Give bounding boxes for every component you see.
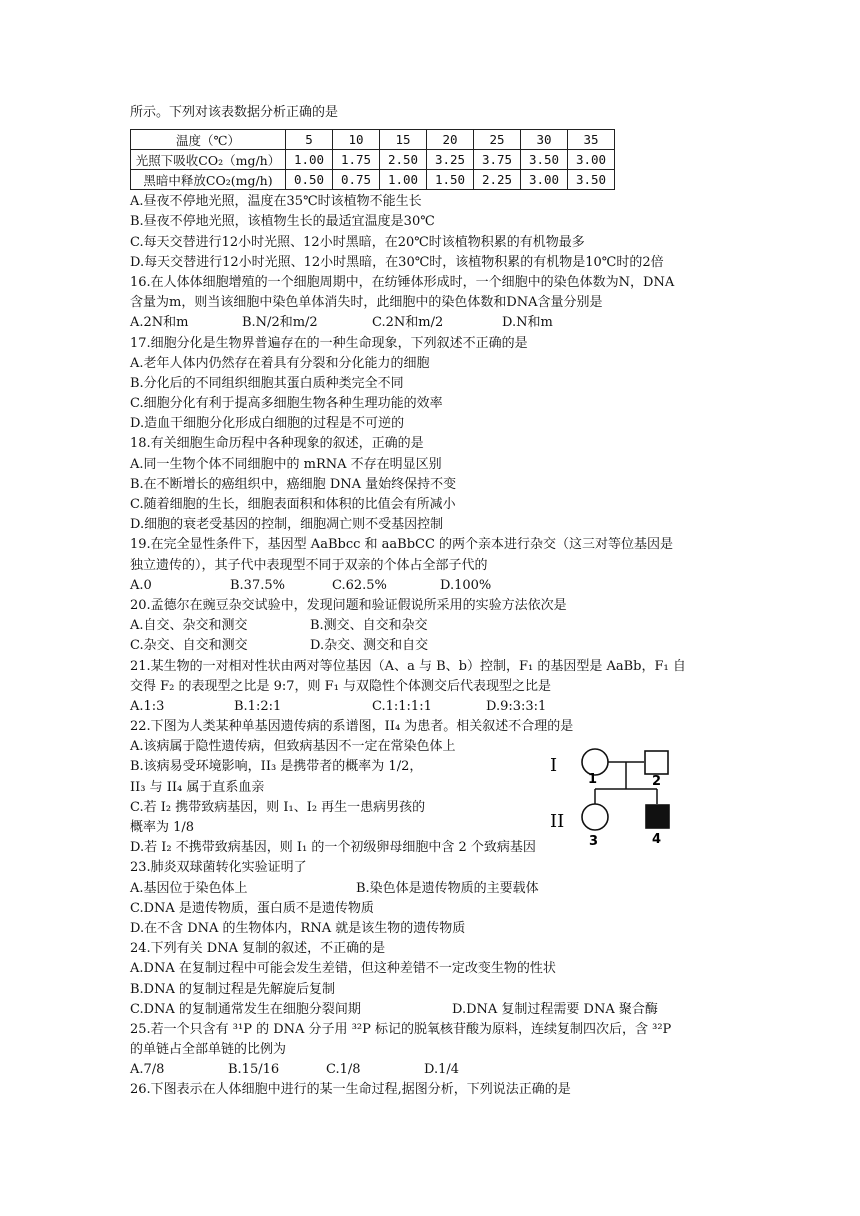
option-a: A.2N和m [130,315,189,331]
table-cell: 20 [427,130,474,150]
option-a: A.1:3 [130,698,165,714]
option-c: C.1:1:1:1 [372,698,432,714]
question-17-stem: 17.细胞分化是生物界普遍存在的一种生命现象，下列叙述不正确的是 [130,335,528,351]
option-d: D.每天交替进行12小时光照、12小时黑暗，在30℃时，该植物积累的有机物是10℃时的2倍 [130,254,664,270]
question-16-stem: 16.在人体体细胞增殖的一个细胞周期中，在纺锤体形成时，一个细胞中的染色体数为N，DNA [130,274,675,290]
generation-label-2: II [550,811,565,832]
option-a: A.0 [130,577,152,593]
individual-number-2: 2 [652,774,662,789]
table-cell: 15 [380,130,427,150]
option-b: B.1:2:1 [234,698,282,714]
option-c: C.若 I₂ 携带致病基因，则 I₁、I₂ 再生一患病男孩的 [130,799,426,815]
option-d: D.DNA 复制过程需要 DNA 聚合酶 [452,1001,658,1017]
option-c: C.杂交、自交和测交 [130,638,248,654]
option-c: C.DNA 是遗传物质，蛋白质不是遗传物质 [130,900,374,916]
table-cell: 2.50 [380,150,427,170]
generation-label-1: I [550,755,558,776]
table-cell: 0.50 [286,170,333,190]
table-cell: 2.25 [474,170,521,190]
question-20-options-ab [130,616,740,636]
question-21-stem: 21.某生物的一对相对性状由两对等位基因（A、a 与 B、b）控制，F₁ 的基因型是 AaBb，F₁ 自 [130,658,686,674]
table-cell: 3.50 [521,150,568,170]
question-22-stem: 22.下图为人类某种单基因遗传病的系谱图，II₄ 为患者。相关叙述不合理的是 [130,719,574,735]
option-d: D.杂交、测交和自交 [310,638,429,654]
table-cell: 3.75 [474,150,521,170]
question-23-options-ab [130,879,740,899]
table-cell: 30 [521,130,568,150]
table-row [131,150,615,170]
question-20-options-cd [130,636,740,656]
individual-number-1: 1 [588,772,598,787]
question-19-options [130,576,740,596]
individual-number-3: 3 [589,834,599,849]
table-cell: 35 [568,130,615,150]
option-b: B.N/2和m/2 [242,315,318,331]
question-25-stem-cont: 的单链占全部单链的比例为 [130,1042,287,1058]
table-cell: 1.00 [286,150,333,170]
row-label: 光照下吸收CO₂（mg/h） [131,150,286,170]
pedigree-chart [548,745,678,855]
question-15-intro: 所示。下列对该表数据分析正确的是 [130,105,339,120]
question-25-options [130,1060,740,1080]
table-header-row [131,130,615,150]
option-d: D.100% [440,577,492,593]
table-header-label: 温度（℃） [131,130,286,150]
question-23-stem: 23.肺炎双球菌转化实验证明了 [130,860,307,876]
option-d: D.1/4 [424,1062,460,1078]
option-c: C.62.5% [332,577,387,593]
option-b: B.15/16 [228,1062,280,1078]
option-c: C.每天交替进行12小时光照、12小时黑暗，在20℃时该植物积累的有机物最多 [130,234,585,250]
table-cell: 1.00 [380,170,427,190]
co2-data-table [130,129,615,190]
option-a: A.DNA 在复制过程中可能会发生差错，但这种差错不一定改变生物的性状 [130,961,556,977]
table-row [131,170,615,190]
option-a: A.该病属于隐性遗传病，但致病基因不一定在常染色体上 [130,739,456,755]
row-label: 黑暗中释放CO₂(mg/h) [131,170,286,190]
option-b: B.染色体是遗传物质的主要载体 [356,880,539,896]
option-a: A.自交、杂交和测交 [130,618,248,634]
question-page [130,103,740,1101]
option-a: A.老年人体内仍然存在着具有分裂和分化能力的细胞 [130,355,430,371]
question-16-options [130,313,740,333]
option-c: C.DNA 的复制通常发生在细胞分裂间期 [130,1001,361,1017]
question-24-options-cd [130,1000,740,1020]
question-16-stem-cont: 含量为m，则当该细胞中染色单体消失时，此细胞中的染色体数和DNA含量分别是 [130,295,603,311]
option-b: B.分化后的不同组织细胞其蛋白质种类完全不同 [130,375,404,391]
option-b-cont: II₃ 与 II₄ 属于直系血亲 [130,779,265,795]
option-b: B.测交、自交和杂交 [310,618,428,634]
male-affected-II4 [646,805,669,828]
table-cell: 1.75 [333,150,380,170]
option-a: A.同一生物个体不同细胞中的 mRNA 不存在明显区别 [130,456,442,472]
option-c: C.随着细胞的生长，细胞表面积和体积的比值会有所减小 [130,497,456,512]
option-c: C.细胞分化有利于提高多细胞生物各种生理功能的效率 [130,396,443,412]
female-unaffected-II3 [582,804,608,830]
option-d: D.造血干细胞分化形成白细胞的过程是不可逆的 [130,416,405,432]
option-a: A.昼夜不停地光照，温度在35℃时该植物不能生长 [130,194,422,210]
table-cell: 10 [333,130,380,150]
option-d: D.9:3:3:1 [486,698,547,714]
table-cell: 0.75 [333,170,380,190]
individual-number-4: 4 [652,832,662,847]
male-unaffected-I2 [645,751,668,774]
option-a: A.基因位于染色体上 [130,880,248,896]
table-cell: 3.00 [568,150,615,170]
table-cell: 25 [474,130,521,150]
option-d: D.细胞的衰老受基因的控制，细胞凋亡则不受基因控制 [130,517,444,533]
question-21-options [130,697,740,717]
option-c: C.2N和m/2 [372,315,444,331]
option-d: D.若 I₂ 不携带致病基因，则 I₁ 的一个初级卵母细胞中含 2 个致病基因 [130,840,536,856]
option-d: D.N和m [502,315,553,331]
option-b: B.37.5% [230,577,285,593]
question-24-stem: 24.下列有关 DNA 复制的叙述，不正确的是 [130,941,386,957]
question-26-stem: 26.下图表示在人体细胞中进行的某一生命过程,据图分析，下列说法正确的是 [130,1082,571,1098]
question-25-stem: 25.若一个只含有 ³¹P 的 DNA 分子用 ³²P 标记的脱氧核苷酸为原料，连续复制四次后，含 ³²P [130,1021,672,1037]
option-a: A.7/8 [130,1062,165,1078]
option-b: B.昼夜不停地光照，该植物生长的最适宜温度是30℃ [130,214,435,230]
question-20-stem: 20.孟德尔在豌豆杂交试验中，发现问题和验证假说所采用的实验方法依次是 [130,597,567,613]
table-cell: 5 [286,130,333,150]
question-19-stem-cont: 独立遗传的），其子代中表现型不同于双亲的个体占全部子代的 [130,557,488,573]
table-cell: 1.50 [427,170,474,190]
question-18-stem: 18.有关细胞生命历程中各种现象的叙述，正确的是 [130,436,424,452]
table-cell: 3.00 [521,170,568,190]
table-cell: 3.50 [568,170,615,190]
option-c: C.1/8 [326,1062,361,1078]
option-b: B.DNA 的复制过程是先解旋后复制 [130,981,336,997]
question-21-stem-cont: 交得 F₂ 的表现型之比是 9:7，则 F₁ 与双隐性个体测交后代表现型之比是 [130,678,552,694]
option-c-cont: 概率为 1/8 [130,820,195,835]
option-d: D.在不含 DNA 的生物体内，RNA 就是该生物的遗传物质 [130,920,466,936]
option-b: B.在不断增长的癌组织中，癌细胞 DNA 量始终保持不变 [130,476,457,492]
table-cell: 3.25 [427,150,474,170]
question-19-stem: 19.在完全显性条件下，基因型 AaBbcc 和 aaBbCC 的两个亲本进行杂交（这三对等位基因是 [130,537,674,553]
option-b: B.该病易受环境影响，II₃ 是携带者的概率为 1/2， [130,759,423,775]
